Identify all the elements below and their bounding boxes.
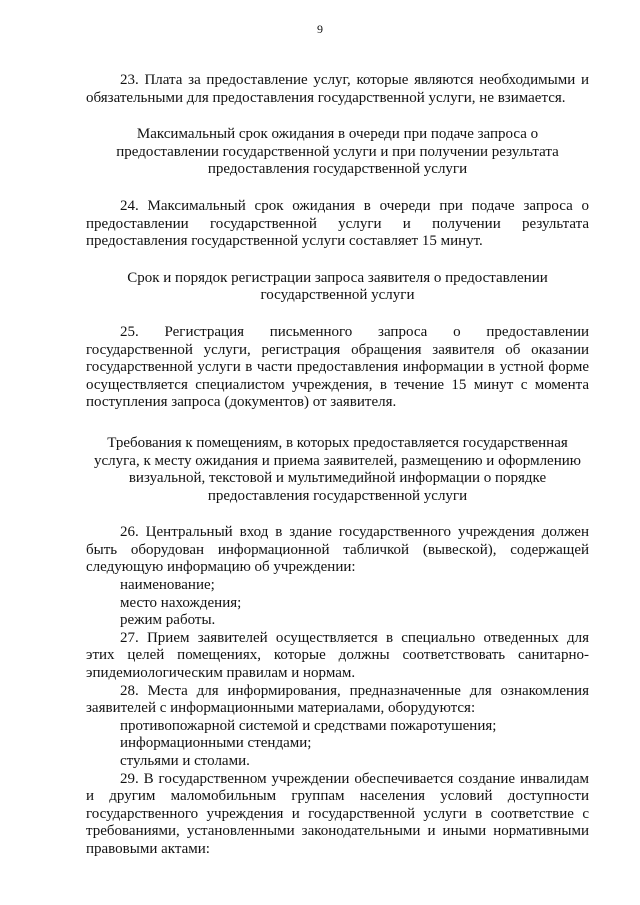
- paragraph-23: 23. Плата за предоставление услуг, которые являются необходимыми и обязательными для предоставления государственной услуги, не взимается.: [86, 72, 589, 106]
- list-item: режим работы.: [120, 612, 216, 629]
- paragraph-28: 28. Места для информирования, предназначенные для ознакомления заявителей с информационными материалами, оборудуются:: [86, 682, 589, 717]
- heading-registration: Срок и порядок регистрации запроса заявителя о предоставлении государственной услуги: [127, 269, 548, 304]
- list-item: информационными стендами;: [120, 735, 312, 752]
- paragraph-26: 26. Центральный вход в здание государственного учреждения должен быть оборудован информационной табличкой (вывеской), содержащей следующую информацию об учреждении:: [86, 524, 589, 576]
- heading-max-wait-time: Максимальный срок ожидания в очереди при подаче запроса о предоставлении государственной услуги и при получении результата предоставления государственной услуги: [116, 126, 559, 178]
- list-item: стульями и столами.: [120, 753, 250, 769]
- list-item: место нахождения;: [120, 594, 242, 611]
- paragraph-24: 24. Максимальный срок ожидания в очереди при подаче запроса о предоставлении государственной услуги и получении результата предоставления государственной услуги составляет 15 минут.: [86, 197, 589, 250]
- list-item: наименование;: [120, 577, 215, 594]
- page-number: 9: [317, 22, 323, 36]
- list-item: противопожарной системой и средствами пожаротушения;: [120, 717, 497, 734]
- paragraph-25: 25. Регистрация письменного запроса о предоставлении государственной услуги, регистрация обращения заявителя об оказании государственной услуги в части предоставления информации в устной форме осуществляется специалистом учреждения, в течение 15 минут с момента поступления запроса (документов) от заявителя.: [86, 323, 589, 411]
- paragraph-27: 27. Прием заявителей осуществляется в специально отведенных для этих целей помещениях, которые должны соответствовать санитарно-эпидемиологическим правилам и нормам.: [86, 629, 589, 682]
- paragraph-29: 29. В государственном учреждении обеспечивается создание инвалидам и другим маломобильным группам населения условий доступности государственного учреждения и государственной услуги в соответствие с требованиями, установленными законодательными и иными нормативными правовыми актами:: [86, 770, 589, 857]
- heading-premises-requirements: Требования к помещениям, в которых предоставляется государственная услуга, к месту ожидания и приема заявителей, размещению и оформлению визуальной, текстовой и мультимедийной информации о порядке предоставления государственной услуги: [94, 434, 581, 504]
- document-body: [86, 72, 589, 859]
